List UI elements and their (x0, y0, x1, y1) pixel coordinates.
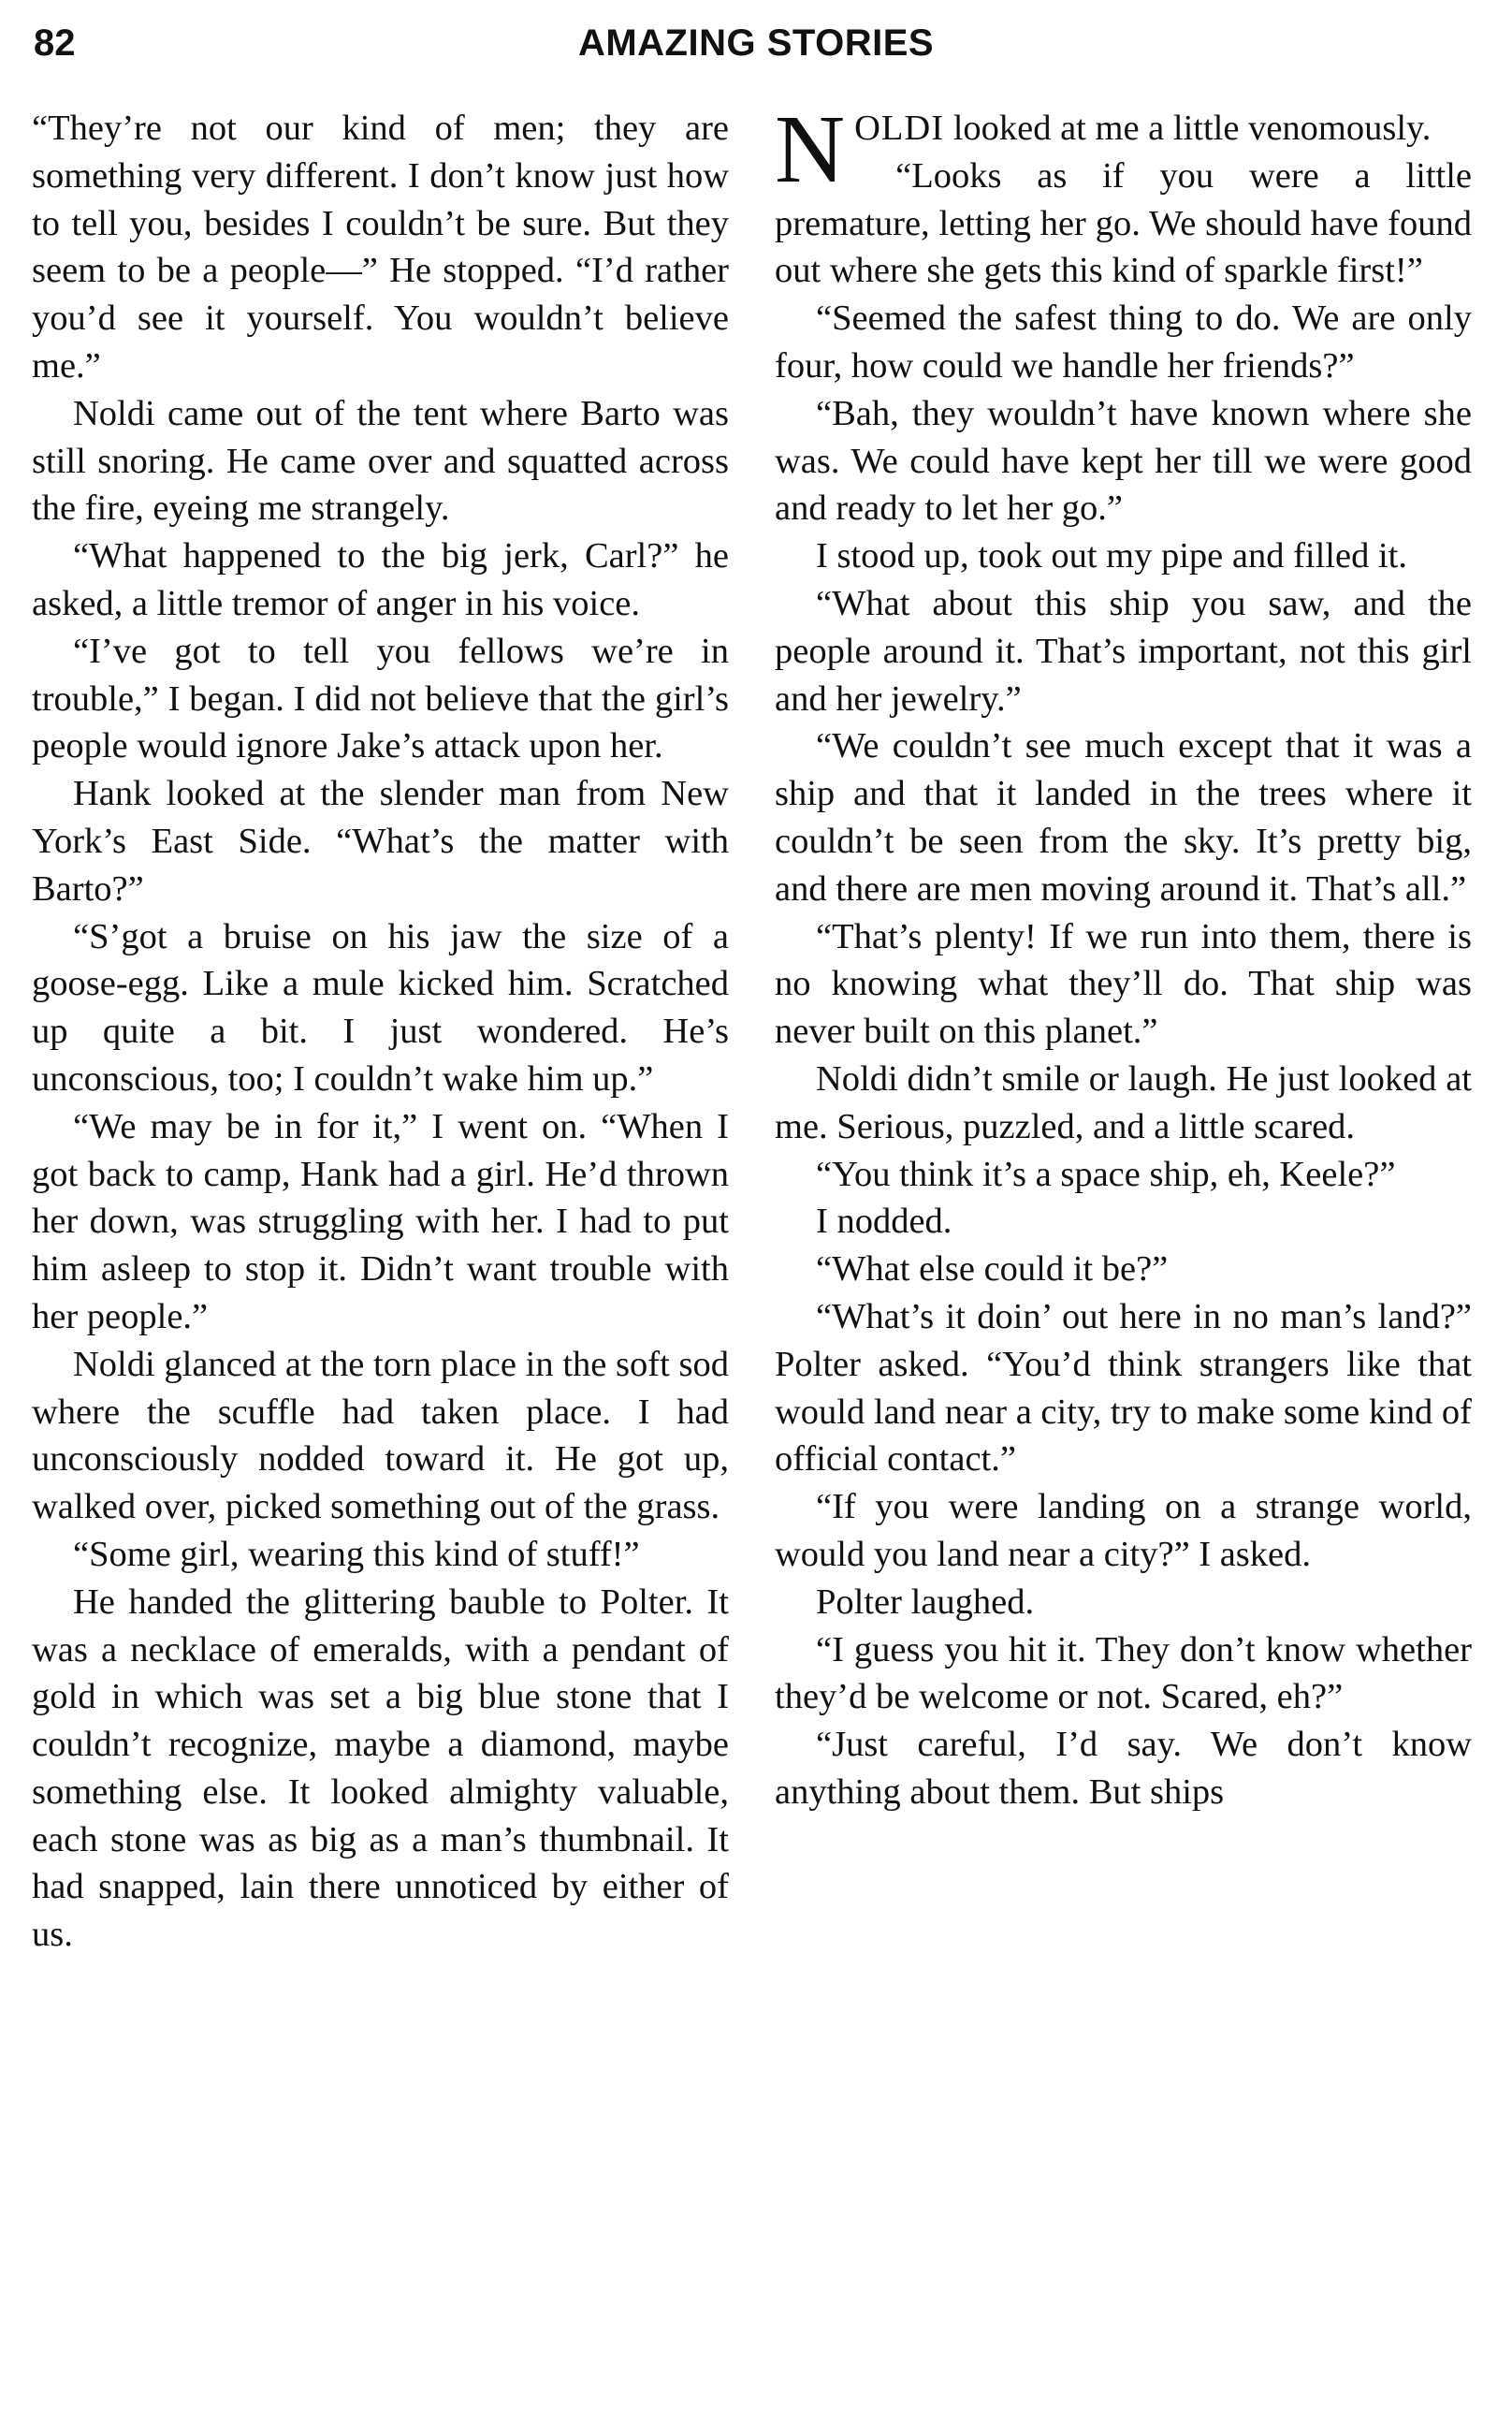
paragraph: “I guess you hit it. They don’t know whether they’d be welcome or not. Scared, eh?” (775, 1629, 1472, 1717)
paragraph: “Looks as if you were a little premature, letting her go. We should have found out where she gets this kind of sparkle first!” (775, 155, 1472, 291)
paragraph: I nodded. (816, 1202, 952, 1242)
drop-cap: N (775, 105, 846, 203)
paragraph: “I’ve got to tell you fellows we’re in trouble,” I began. I did not believe that the girl’s people would ignore Jake’s attack upon her. (32, 631, 729, 766)
paragraph: “They’re not our kind of men; they are something very different. I don’t know just how to tell you, besides I couldn’t be sure. But they seem to be a people—” He stopped. “I’d rather you’d see it yourself. You wouldn’t believe me.” (32, 109, 729, 386)
paragraph: I stood up, took out my pipe and filled it. (816, 536, 1407, 576)
paragraph: “What else could it be?” (816, 1249, 1169, 1290)
paragraph: Hank looked at the slender man from New York’s East Side. “What’s the matter with Barto?” (32, 774, 729, 909)
paragraph: “What’s it doin’ out here in no man’s land?” Polter asked. “You’d think strangers like that would land near a city, try to make some kind of official contact.” (775, 1296, 1472, 1480)
paragraph: “Some girl, wearing this kind of stuff!” (73, 1534, 640, 1574)
paragraph: He handed the glittering bauble to Polter. It was a necklace of emeralds, with a pendant of gold in which was set a big blue stone that I couldn’t recognize, maybe a diamond, maybe something else. It looked almighty valuable, each stone was as big as a man’s thumbnail. It had snapped, lain there unnoticed by either of us. (32, 1582, 729, 1955)
paragraph: Noldi came out of the tent where Barto was still snoring. He came over and squatted across the fire, eyeing me strangely. (32, 393, 729, 529)
paragraph: “What happened to the big jerk, Carl?” he asked, a little tremor of anger in his voice. (32, 536, 729, 623)
paragraph: “Just careful, I’d say. We don’t know anything about them. But ships (775, 1725, 1472, 1812)
paragraph: “Bah, they wouldn’t have known where she was. We could have kept her till we were good and ready to let her go.” (775, 393, 1472, 529)
paragraph: “That’s plenty! If we run into them, there is no knowing what they’ll do. That ship was never built on this planet.” (775, 916, 1472, 1052)
opening-word: OLDI (854, 109, 945, 148)
running-title: AMAZING STORIES (577, 22, 935, 64)
opening-text: looked at me a little venomously. (944, 109, 1432, 148)
paragraph: Polter laughed. (816, 1582, 1035, 1622)
paragraph: Noldi didn’t smile or laugh. He just looked at me. Serious, puzzled, and a little scared. (775, 1058, 1472, 1146)
paragraph: “If you were landing on a strange world, would you land near a city?” I asked. (775, 1487, 1472, 1574)
page-number: 82 (34, 22, 76, 64)
paragraph: “We may be in for it,” I went on. “When I got back to camp, Hank had a girl. He’d thrown her down, was struggling with her. I had to put him asleep to stop it. Didn’t want trouble with her people.” (32, 1106, 729, 1336)
left-column (32, 105, 729, 2407)
paragraph: “S’got a bruise on his jaw the size of a goose-egg. Like a mule kicked him. Scratched up quite a bit. I just wondered. He’s unconscious, too; I couldn’t wake him up.” (32, 916, 729, 1099)
paragraph: “Seemed the safest thing to do. We are only four, how could we handle her friends?” (775, 299, 1472, 386)
opening-paragraph (775, 105, 1472, 203)
right-column (775, 105, 1472, 2407)
page-header (28, 17, 1484, 73)
paragraph: “You think it’s a space ship, eh, Keele?” (816, 1154, 1396, 1194)
paragraph: Noldi glanced at the torn place in the soft sod where the scuffle had taken place. I had unconsciously nodded toward it. He got up, walked over, picked something out of the grass. (32, 1344, 729, 1527)
paragraph: “What about this ship you saw, and the people around it. That’s important, not this girl and her jewelry.” (775, 583, 1472, 719)
paragraph: “We couldn’t see much except that it was a ship and that it landed in the trees where it couldn’t be seen from the sky. It’s pretty big, and there are men moving around it. That’s all.” (775, 726, 1472, 909)
